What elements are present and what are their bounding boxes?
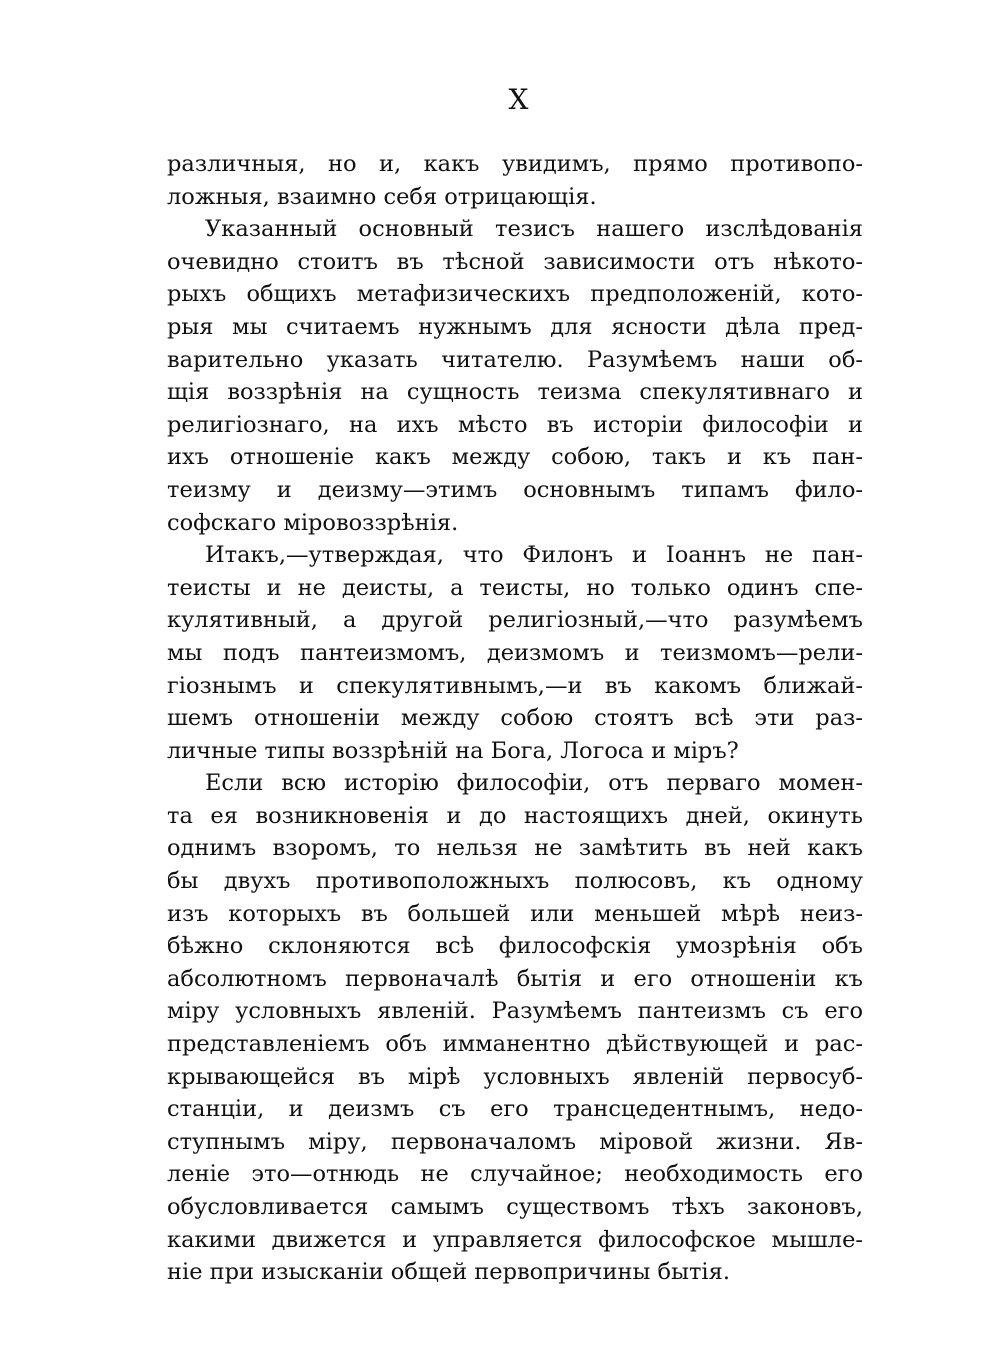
text-line: щія воззрѣнія на сущность теизма спекулятивнаго и: [167, 379, 863, 406]
text-line: ступнымъ міру, первоначаломъ міровой жизни. Яв-: [167, 1128, 863, 1155]
paragraph: [167, 767, 863, 1289]
text-line: теисты и не деисты, а теисты, но только одинъ спе-: [167, 574, 863, 601]
text-line: бы двухъ противоположныхъ полюсовъ, къ одному: [167, 868, 863, 895]
paragraph: [167, 539, 863, 767]
text-line: представленіемъ объ имманентно дѣйствующей и рас-: [167, 1031, 863, 1058]
text-line: абсолютномъ первоначалѣ бытія и его отношеніи къ: [167, 965, 863, 992]
text-line: однимъ взоромъ, то нельзя не замѣтить въ ней какъ: [167, 835, 863, 862]
text-line: рыхъ общихъ метафизическихъ предположеній, кото-: [167, 281, 863, 308]
text-line: бѣжно склоняются всѣ философскія умозрѣнія объ: [167, 933, 863, 960]
paragraph: [167, 148, 863, 213]
paragraph: [167, 213, 863, 539]
text-line: гіознымъ и спекулятивнымъ,—и въ какомъ ближай-: [167, 672, 863, 699]
text-line: Указанный основный тезисъ нашего изслѣдованія: [205, 216, 863, 243]
text-line: Если всю исторію философіи, отъ перваго момен-: [205, 770, 863, 797]
text-line: различныя, но и, какъ увидимъ, прямо противопо-: [167, 151, 863, 177]
text-line: варительно указать читателю. Разумѣемъ наши об-: [167, 346, 863, 373]
text-line: леніе это—отнюдь не случайное; необходимость его: [167, 1161, 863, 1188]
page-number: X: [508, 83, 529, 116]
text-line: рыя мы считаемъ нужнымъ для ясности дѣла пред-: [167, 313, 863, 340]
text-line: ихъ отношеніе какъ между собою, такъ и къ пан-: [167, 444, 863, 471]
text-line: ніе при изысканіи общей первопричины бытія.: [167, 1259, 730, 1286]
text-line: мы подъ пантеизмомъ, деизмомъ и теизмомъ—рели-: [167, 639, 863, 666]
text-line: изъ которыхъ въ большей или меньшей мѣрѣ неиз-: [167, 900, 863, 927]
text-line: какими движется и управляется философское мышле-: [167, 1226, 863, 1253]
text-line: очевидно стоитъ въ тѣсной зависимости отъ нѣкото-: [167, 248, 863, 275]
body-text: [167, 148, 863, 1289]
text-line: ложныя, взаимно себя отрицающія.: [167, 183, 597, 210]
text-line: крывающейся въ мірѣ условныхъ явленій первосуб-: [167, 1063, 863, 1090]
text-line: личные типы воззрѣній на Бога, Логоса и міръ?: [167, 737, 739, 764]
text-line: станціи, и деизмъ съ его трансцедентнымъ, недо-: [167, 1096, 863, 1123]
text-line: обусловливается самымъ существомъ тѣхъ законовъ,: [167, 1194, 863, 1220]
text-line: софскаго міровоззрѣнія.: [167, 509, 459, 536]
text-line: шемъ отношеніи между собою стоятъ всѣ эти раз-: [167, 705, 863, 732]
text-line: Итакъ,—утверждая, что Филонъ и Іоаннъ не пан-: [205, 542, 863, 569]
text-line: теизму и деизму—этимъ основнымъ типамъ фило-: [167, 476, 863, 503]
text-line: кулятивный, а другой религіозный,—что разумѣемъ: [167, 607, 863, 634]
text-line: міру условныхъ явленій. Разумѣемъ пантеизмъ съ его: [167, 998, 863, 1025]
text-line: религіознаго, на ихъ мѣсто въ исторіи философіи и: [167, 411, 863, 438]
text-line: та ея возникновенія и до настоящихъ дней, окинуть: [167, 802, 863, 829]
